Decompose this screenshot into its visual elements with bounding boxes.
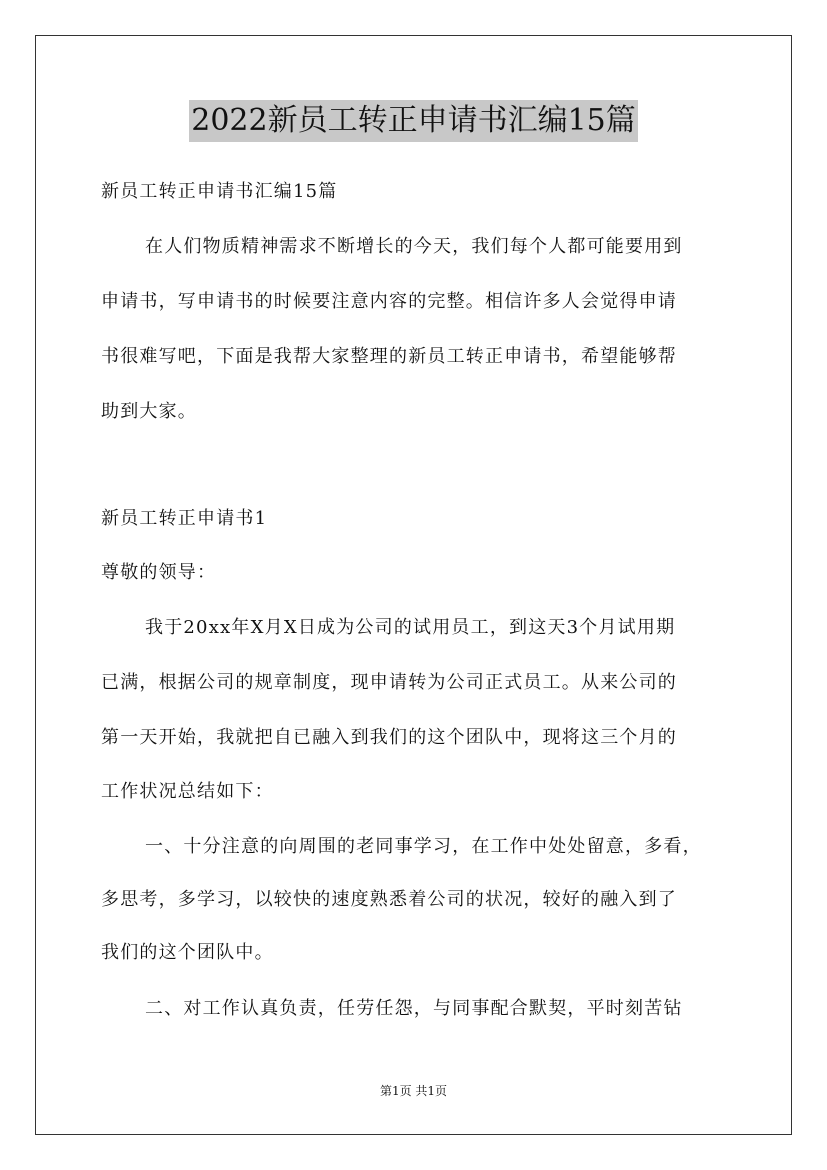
salutation: 尊敬的领导： — [101, 562, 217, 583]
document-title: 2022新员工转正申请书汇编15篇 — [189, 100, 638, 142]
paragraph-line: 第一天开始，我就把自已融入到我们的这个团队中，现将这三个月的 — [101, 727, 677, 748]
paragraph-line: 助到大家。 — [101, 401, 197, 422]
paragraph-line: 在人们物质精神需求不断增长的今天，我们每个人都可能要用到 — [145, 236, 683, 257]
paragraph-line: 我们的这个团队中。 — [101, 942, 274, 963]
page-footer: 第1页 共1页 — [379, 1084, 448, 1098]
paragraph-line: 一、十分注意的向周围的老同事学习，在工作中处处留意，多看， — [145, 836, 702, 857]
title-container — [0, 100, 827, 142]
paragraph-line: 二、对工作认真负责，任劳任怨，与同事配合默契，平时刻苦钻 — [145, 998, 683, 1019]
paragraph-line: 我于20xx年X月X日成为公司的试用员工，到这天3个月试用期 — [145, 617, 676, 638]
paragraph-line: 书很难写吧，下面是我帮大家整理的新员工转正申请书，希望能够帮 — [101, 346, 677, 367]
paragraph-line: 工作状况总结如下： — [101, 781, 274, 802]
paragraph-line: 多思考，多学习，以较快的速度熟悉着公司的状况，较好的融入到了 — [101, 889, 677, 910]
paragraph-line: 已满，根据公司的规章制度，现申请转为公司正式员工。从来公司的 — [101, 672, 677, 693]
section-heading: 新员工转正申请书1 — [101, 508, 268, 529]
paragraph-line: 申请书，写申请书的时候要注意内容的完整。相信许多人会觉得申请 — [101, 291, 677, 312]
subtitle-line: 新员工转正申请书汇编15篇 — [101, 181, 338, 202]
